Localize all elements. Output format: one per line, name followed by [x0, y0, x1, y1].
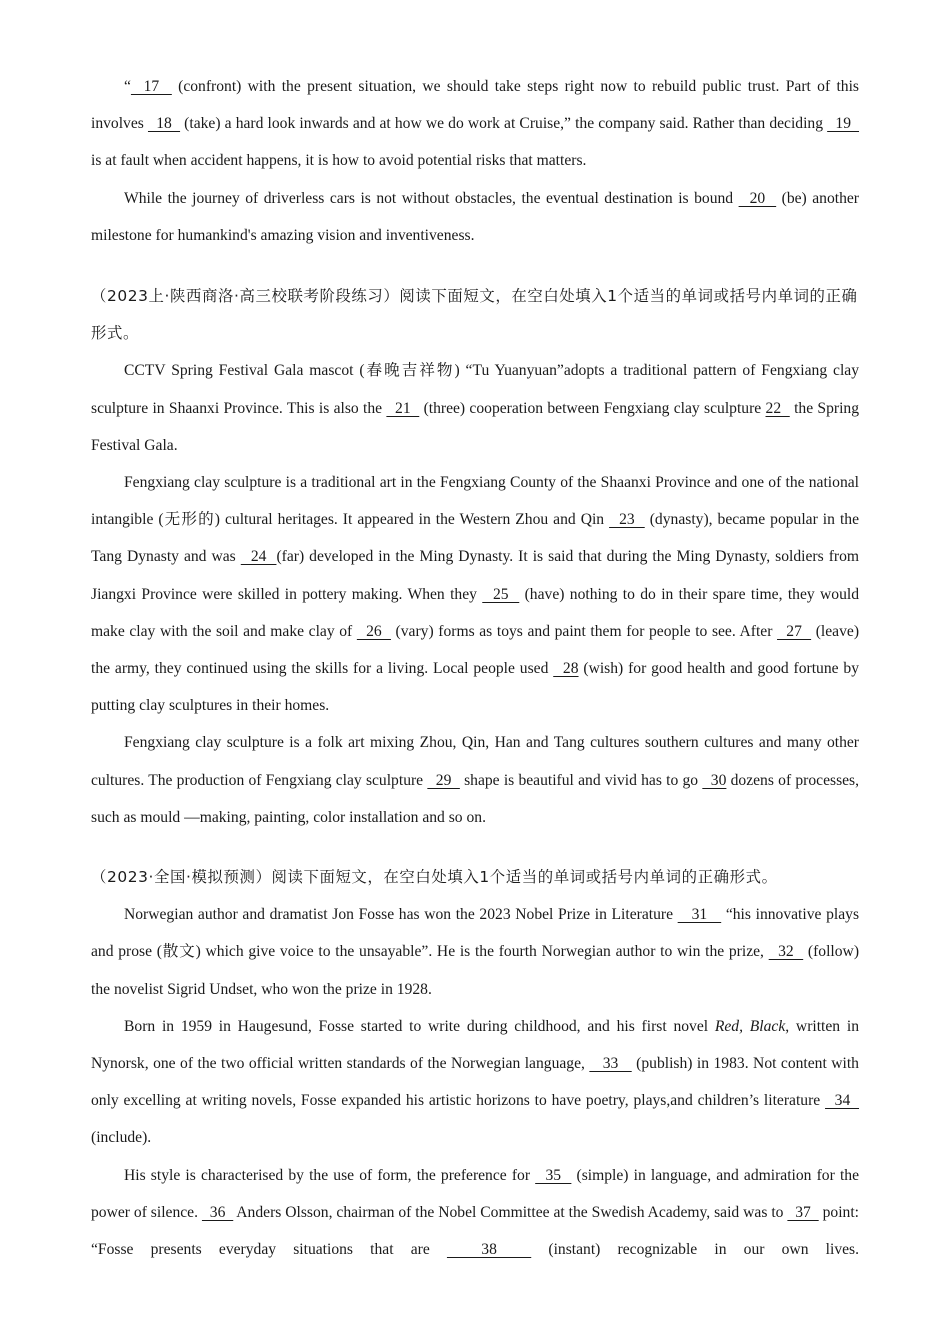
- text-run: (simple) in language, and admiration for the power of silence.: [91, 1166, 859, 1221]
- section-gap: [91, 836, 859, 859]
- text-run: (take) a hard look inwards and at how we do work at Cruise,” the company said. Rather than deciding: [180, 115, 828, 133]
- text-run: (instant) recognizable in our own lives.: [531, 1241, 860, 1259]
- text-run: (leave) the army, they continued using the skills for a living. Local people used: [91, 622, 860, 678]
- text-run: (vary) forms as toys and paint them for people to see. After: [390, 622, 778, 640]
- passage1-paragraph-1: [91, 68, 859, 180]
- text-run: “: [124, 78, 131, 95]
- text-run: (follow) the novelist Sigrid Undset, who won the prize in 1928.: [91, 943, 860, 998]
- answer-blank[interactable]: 24: [240, 548, 277, 566]
- passage3-paragraph-2: [91, 1008, 859, 1157]
- text-run: Norwegian author and dramatist Jon Fosse has won the 2023 Nobel Prize in Literature: [124, 906, 678, 924]
- passage2-heading: （2023上·陕西商洛·高三校联考阶段练习）阅读下面短文，在空白处填入1个适当的单词或括号内单词的正确形式。: [91, 287, 858, 343]
- text-run: , written in Nynorsk, one of the two official written standards of the Norwegian language,: [91, 1017, 859, 1073]
- text-run: Fengxiang clay sculpture is a traditional art in the Fengxiang County of the Shaanxi Province and one of the national intangible (无形的) cultural heritages. It appeared in the Western Zhou and Qin: [91, 474, 859, 529]
- passage2-paragraph-1: [91, 352, 859, 464]
- document-page: [91, 68, 859, 1268]
- passage1-paragraph-2: [91, 180, 859, 254]
- text-run: CCTV Spring Festival Gala mascot (春晚吉祥物) “Tu Yuanyuan”adopts a traditional pattern of Fengxiang clay sculpture in Shaanxi Province. This is also the: [91, 362, 859, 417]
- passage3-heading: （2023·全国·模拟预测）阅读下面短文，在空白处填入1个适当的单词或括号内单词的正确形式。: [91, 868, 778, 887]
- text-run: the Spring Festival Gala.: [91, 399, 860, 454]
- passage2-paragraph-3: [91, 724, 859, 836]
- answer-blank[interactable]: 34: [825, 1092, 860, 1110]
- text-run: (be) another milestone for humankind's amazing vision and inventiveness.: [91, 189, 859, 244]
- passage3-paragraph-1: [91, 896, 859, 1008]
- answer-blank[interactable]: 18: [147, 115, 181, 133]
- text-run: dozens of processes, such as mould —making, painting, color installation and so on.: [91, 771, 860, 826]
- text-run: (dynasty), became popular in the Tang Dynasty and was: [91, 511, 859, 566]
- answer-blank[interactable]: 20: [738, 189, 777, 207]
- text-run: (include).: [91, 1129, 152, 1147]
- answer-blank[interactable]: 32: [768, 943, 804, 961]
- answer-blank[interactable]: 27: [777, 622, 812, 640]
- text-run: His style is characterised by the use of form, the preference for: [124, 1166, 536, 1184]
- answer-blank[interactable]: 21: [386, 399, 420, 417]
- text-run: “his innovative plays and prose (散文) which give voice to the unsayable”. He is the fourth Norwegian author to win the prize,: [91, 906, 860, 961]
- text-run: point: “Fosse presents everyday situations that are: [91, 1203, 860, 1259]
- answer-blank[interactable]: 29: [427, 771, 460, 789]
- answer-blank[interactable]: 22: [765, 399, 790, 417]
- section-gap: [91, 254, 859, 278]
- answer-blank[interactable]: 17: [130, 78, 172, 95]
- answer-blank[interactable]: 30: [702, 771, 727, 789]
- answer-blank[interactable]: 36: [201, 1203, 234, 1221]
- answer-blank[interactable]: 23: [609, 511, 645, 529]
- text-run: (far) developed in the Ming Dynasty. It is said that during the Ming Dynasty, soldiers from Jiangxi Province were skilled in pottery making. When they: [91, 548, 860, 603]
- text-run: While the journey of driverless cars is not without obstacles, the eventual destination is bound: [124, 189, 739, 207]
- answer-blank[interactable]: 38: [446, 1241, 532, 1259]
- text-run: (three) cooperation between Fengxiang clay sculpture: [419, 399, 766, 417]
- answer-blank[interactable]: 28: [553, 660, 579, 678]
- text-run: shape is beautiful and vivid has to go: [459, 771, 703, 789]
- answer-blank[interactable]: 19: [827, 115, 860, 133]
- text-run: Anders Olsson, chairman of the Nobel Committee at the Swedish Academy, said was to: [233, 1203, 788, 1221]
- text-run: (have) nothing to do in their spare time, they would make clay with the soil and make clay of: [91, 585, 860, 640]
- passage3-paragraph-3: [91, 1157, 859, 1269]
- text-run: (wish) for good health and good fortune by putting clay sculptures in their homes.: [91, 660, 859, 715]
- text-run: is at fault when accident happens, it is how to avoid potential risks that matters.: [91, 152, 587, 170]
- book-title: Red, Black: [714, 1017, 786, 1035]
- text-run: (publish) in 1983. Not content with only excelling at writing novels, Fosse expanded his artistic horizons to have poetry, plays,and children’s literature: [91, 1055, 859, 1110]
- text-run: Fengxiang clay sculpture is a folk art mixing Zhou, Qin, Han and Tang cultures southern cultures and many other cultures. The production of Fengxiang clay sculpture: [91, 734, 859, 789]
- answer-blank[interactable]: 37: [787, 1203, 819, 1221]
- answer-blank[interactable]: 31: [677, 906, 722, 924]
- text-run: Born in 1959 in Haugesund, Fosse started to write during childhood, and his first novel: [124, 1017, 715, 1035]
- answer-blank[interactable]: 33: [589, 1055, 632, 1073]
- answer-blank[interactable]: 25: [482, 585, 520, 603]
- passage2-paragraph-2: [91, 464, 859, 724]
- text-run: (confront) with the present situation, we should take steps right now to rebuild public trust. Part of this involves: [91, 78, 860, 133]
- answer-blank[interactable]: 26: [356, 622, 391, 640]
- answer-blank[interactable]: 35: [535, 1166, 572, 1184]
